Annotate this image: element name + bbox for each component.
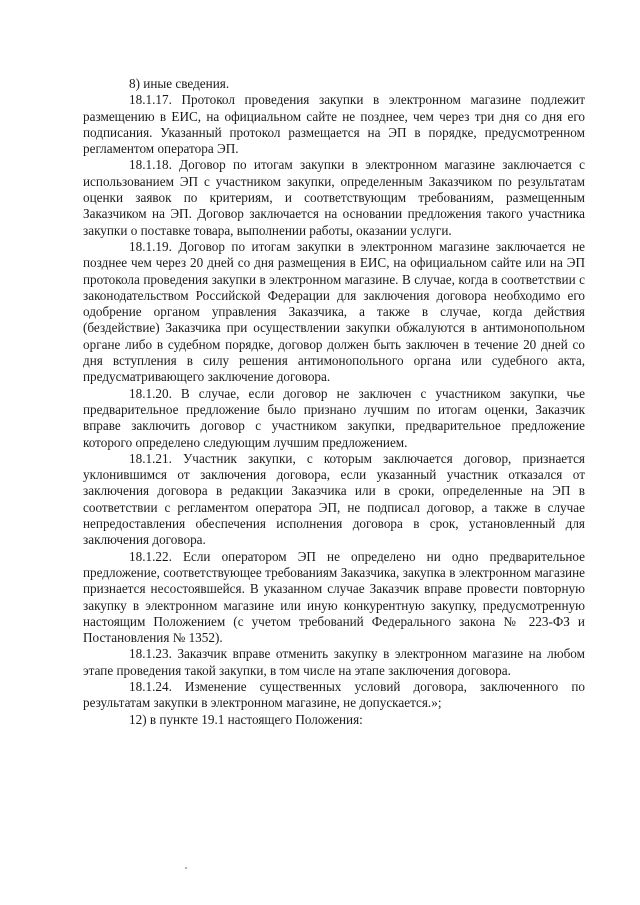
paragraph-18-1-23: 18.1.23. Заказчик вправе отменить закупку в электронном магазине на любом этапе проведения такой закупки, в том числе на этапе заключения договора. xyxy=(83,646,585,678)
paragraph-18-1-17: 18.1.17. Протокол проведения закупки в электронном магазине подлежит размещению в ЕИС, на официальном сайте не позднее, чем через три дня со дня его подписания. Указанный протокол размещается на ЭП в порядке, предусмотренном регламентом оператора ЭП. xyxy=(83,92,585,157)
paragraph-18-1-21: 18.1.21. Участник закупки, с которым заключается договор, признается уклонившимся от заключения договора, если указанный участник отказался от заключения договора в редакции Заказчика или в сроки, определенные на ЭП в соответствии с регламентом оператора ЭП, не подписал договор, а также в случае непредоставления обеспечения исполнения договора в срок, установленный для заключения договора. xyxy=(83,450,585,548)
scan-speck xyxy=(185,867,187,869)
paragraph-item-12: 12) в пункте 19.1 настоящего Положения: xyxy=(129,711,363,727)
paragraph-18-1-18: 18.1.18. Договор по итогам закупки в электронном магазине заключается с использованием ЭП с участником закупки, определенным Заказчиком по результатам оценки заявок по критериям, и соответствующим требованиям, размещенным Заказчиком на ЭП. Договор заключается на основании предложения такого участника закупки о поставке товара, выполнении работы, оказании услуги. xyxy=(83,157,585,238)
paragraph-18-1-22: 18.1.22. Если оператором ЭП не определено ни одно предварительное предложение, соответствующее требованиям Заказчика, закупка в электронном магазине признается несостоявшейся. В указанном случае Заказчик вправе провести повторную закупку в электронном магазине или иную конкурентную закупку, предусмотренную настоящим Положением (с учетом требований Федерального закона № 223-ФЗ и Постановления № 1352). xyxy=(83,548,585,646)
paragraph-18-1-20: 18.1.20. В случае, если договор не заключен с участником закупки, чье предварительное предложение было признано лучшим по итогам оценки, Заказчик вправе заключить договор с участником закупки, предварительное предложение которого определено следующим лучшим предложением. xyxy=(83,385,585,450)
paragraph-18-1-24: 18.1.24. Изменение существенных условий договора, заключенного по результатам закупки в электронном магазине, не допускается.»; xyxy=(83,678,585,711)
paragraph-18-1-19: 18.1.19. Договор по итогам закупки в электронном магазине заключается не позднее чем через 20 дней со дня размещения в ЕИС, на официальном сайте или на ЭП протокола проведения закупки в электронном магазине. В случае, когда в соответствии с законодательством Российской Федерации для заключения договора необходимо его одобрение органом управления Заказчика, а также в случае, когда действия (бездействие) Заказчика при осуществлении закупки обжалуются в антимонопольном органе либо в судебном порядке, договор должен быть заключен в течение 20 дней со дня вступления в силу решения антимонопольного органа или судебного акта, предусматривающего заключение договора. xyxy=(83,238,585,385)
paragraph-item-8: 8) иные сведения. xyxy=(129,76,230,91)
